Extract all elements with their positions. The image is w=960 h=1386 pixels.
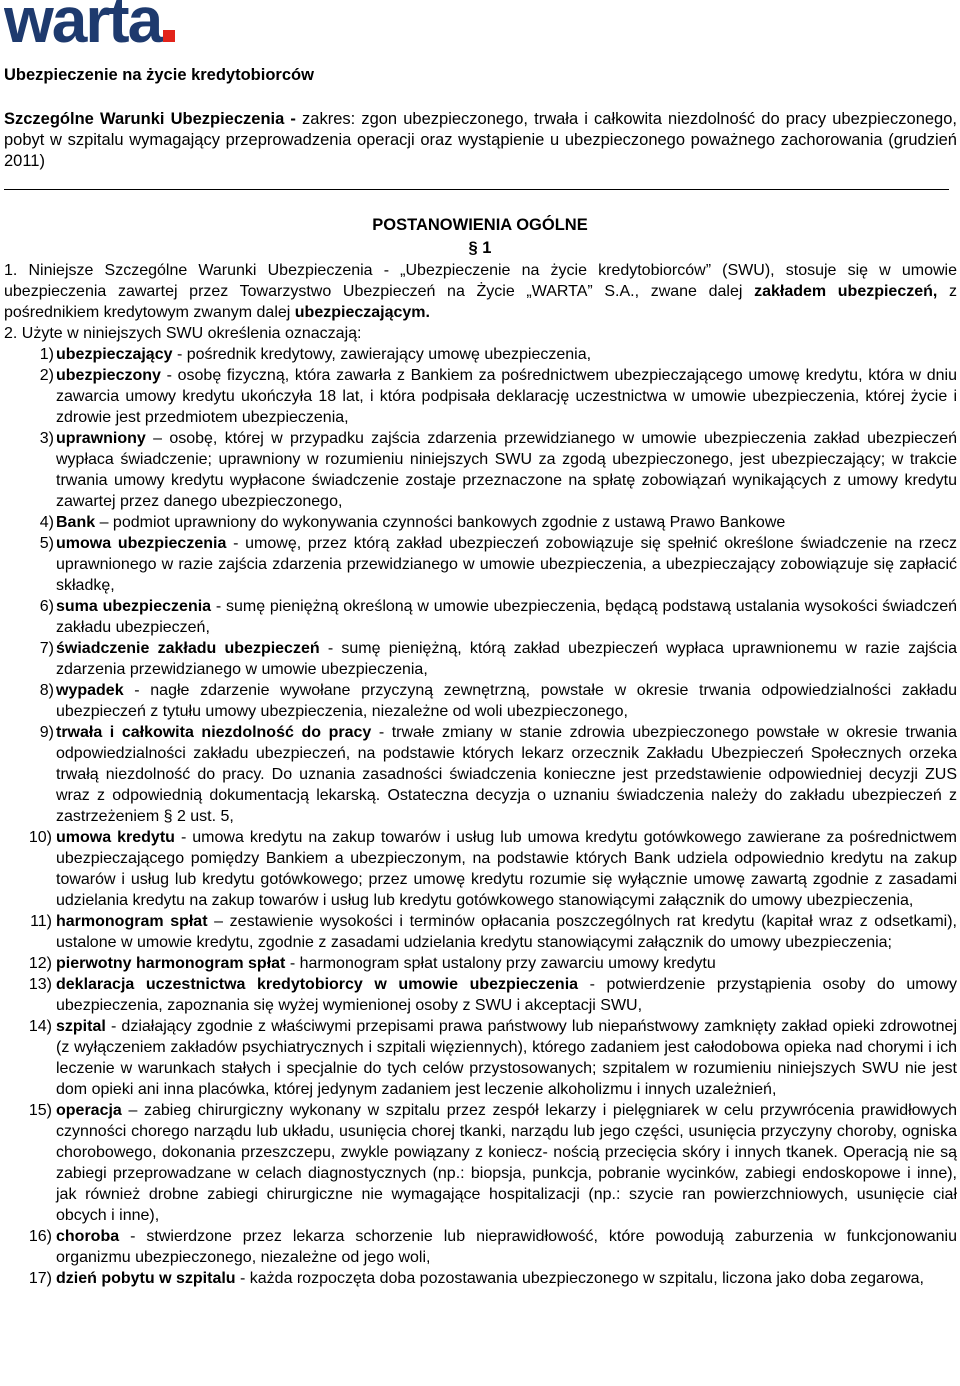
definition-text: - umowę, przez którą zakład ubezpieczeń zobowiązuje się spełnić określone świadczenie na rzecz uprawnionego w razie zajścia zdarzenia przewidzianego w umowie ubezpieczenia, a ubezpieczający zobowiązuje się zapłacić składkę, <box>56 535 957 594</box>
definition-item <box>4 1100 957 1226</box>
section-heading: POSTANOWIENIA OGÓLNE <box>372 216 588 234</box>
definition-number: 14) <box>28 1018 52 1035</box>
definition-item <box>4 596 957 638</box>
definition-term: ubezpieczający <box>56 346 173 363</box>
definition-item <box>4 722 957 827</box>
paragraph-1-text-b: z pośrednikiem kredytowym zwanym dalej <box>4 283 958 321</box>
definition-item <box>4 428 957 512</box>
logo-dot <box>163 30 175 42</box>
definition-number: 1) <box>39 346 54 363</box>
definition-term: Bank <box>56 514 96 531</box>
definition-text: - harmonogram spłat ustalony przy zawarciu umowy kredytu <box>285 955 716 972</box>
definition-term: suma ubezpieczenia <box>56 598 212 615</box>
definitions-list <box>4 344 957 1289</box>
definition-term: wypadek <box>56 682 124 699</box>
definition-text: - nagłe zdarzenie wywołane przyczyną zewnętrzną, powstałe w okresie trwania odpowiedzialności zakładu ubezpieczeń z tytułu umowy ubezpieczenia, niezależne od woli ubezpieczonego, <box>56 682 957 720</box>
definition-term: umowa kredytu <box>56 829 175 846</box>
definition-text: - stwierdzone przez lekarza schorzenie lub nieprawidłowość, które powodują zaburzenia w funkcjonowaniu organizmu ubezpieczonego, niezależne od jego woli, <box>56 1228 957 1266</box>
definition-term: deklaracja uczestnictwa kredytobiorcy w umowie ubezpieczenia <box>56 976 579 993</box>
definition-term: ubezpieczony <box>56 367 161 384</box>
definition-item <box>4 827 957 911</box>
definition-text: - każda rozpoczęta doba pozostawania ubezpieczonego w szpitalu, liczona jako doba zegarowa, <box>235 1270 924 1287</box>
definition-item <box>4 1268 957 1289</box>
definition-item <box>4 680 957 722</box>
definition-item <box>4 365 957 428</box>
definition-item <box>4 512 957 533</box>
definition-term: świadczenie zakładu ubezpieczeń <box>56 640 320 657</box>
definition-item <box>4 1226 957 1268</box>
horizontal-divider <box>4 189 949 190</box>
warta-logo <box>4 0 175 46</box>
definition-item <box>4 1016 957 1100</box>
definition-text: - sumę pieniężną, którą zakład ubezpieczeń wypłaca uprawnionemu w razie zajścia zdarzenia przewidzianego w umowie ubezpieczenia, <box>56 640 958 678</box>
document-subtitle <box>4 109 957 172</box>
definition-number: 4) <box>39 514 54 531</box>
logo-wordmark: warta <box>4 0 162 46</box>
definition-text: - potwierdzenie przystąpienia osoby do umowy ubezpieczenia, zapoznania się wyżej wymienionej osoby z SWU i akceptacji SWU, <box>56 976 958 1014</box>
definition-item <box>4 344 957 365</box>
definition-number: 15) <box>28 1102 52 1119</box>
definition-term: pierwotny harmonogram spłat <box>56 955 286 972</box>
definition-term: dzień pobytu w szpitalu <box>56 1270 236 1287</box>
definition-term: szpital <box>56 1018 106 1035</box>
paragraph-2 <box>4 323 957 344</box>
definition-number: 2) <box>39 367 54 384</box>
definition-item <box>4 638 957 680</box>
definition-term: umowa ubezpieczenia <box>56 535 227 552</box>
paragraph-1-number: 1. <box>4 262 18 279</box>
definition-number: 12) <box>28 955 52 972</box>
definition-term: harmonogram spłat <box>56 913 208 930</box>
definition-term: choroba <box>56 1228 120 1245</box>
subtitle-text: zakres: zgon ubezpieczonego, trwała i całkowita niezdolność do pracy ubezpieczonego, pobyt w szpitalu wymagający przeprowadzenia operacji oraz wystąpienie u ubezpieczonego poważnego zachorowania (grudzień 2011) <box>4 110 957 170</box>
document-body <box>4 260 957 1289</box>
definition-number: 8) <box>39 682 54 699</box>
definition-text: - działający zgodnie z właściwymi przepisami prawa państwowy lub niepaństwowy zamknięty zakład opieki zdrowotnej (z wyłączeniem zakładów psychiatrycznych i szpitali więziennych), którego zadaniem jest całodobowa opieka nad chorymi i ich leczenie w warunkach stałych i specjalnie do tych celów przystosowanych; szpitalem w rozumieniu niniejszych SWU nie jest dom opieki ani inna placówka, której jedynym zadaniem jest leczenie alkoholizmu i innych uzależnień, <box>56 1018 957 1098</box>
definition-term: uprawniony <box>56 430 146 447</box>
definition-text: – podmiot uprawniony do wykonywania czynności bankowych zgodnie z ustawą Prawo Bankowe <box>95 514 786 531</box>
paragraph-2-number: 2. <box>4 325 18 342</box>
document-title: Ubezpieczenie na życie kredytobiorców <box>4 66 314 84</box>
paragraph-1 <box>4 260 957 323</box>
paragraph-1-text-a: Niniejsze Szczególne Warunki Ubezpieczenia - „Ubezpieczenie na życie kredytobiorców” (SWU), stosuje się w umowie ubezpieczenia zawartej przez Towarzystwo Ubezpieczeń na Życie „WARTA” S.A., zwane dalej <box>4 262 957 300</box>
paragraph-1-bold-a: zakładem ubezpieczeń, <box>754 283 938 300</box>
paragraph-2-text: Użyte w niniejszych SWU określenia oznaczają: <box>17 325 362 342</box>
definition-text: – zabieg chirurgiczny wykonany w szpitalu przez zespół lekarzy i pielęgniarek w celu przywrócenia prawidłowych czynności chorego narządu lub układu, usunięcia chorej tkanki, narządu lub jego części, usunięcia przyczyny choroby, ogniska chorobowego, dokonania przeszczepu, zwykle powiązany z koniecz- nością przecięcia skóry i innych tkanek. Operacją nie są zabiegi przeprowadzane w celach diagnostycznych (np.: biopsja, punkcja, pobranie wycinków, zabiegi endoskopowe i inne), jak również drobne zabiegi chirurgiczne nie wymagające hospitalizacji (np.: szycie ran powierzchniowych, usunięcie ciał obcych i inne), <box>56 1102 957 1224</box>
definition-item <box>4 974 957 1016</box>
definition-number: 11) <box>30 913 52 930</box>
definition-number: 5) <box>39 535 54 552</box>
definition-text: – zestawienie wysokości i terminów opłacania poszczególnych rat kredytu (kapitał wraz z odsetkami), ustalone w umowie kredytu, zgodnie z zasadami udzielania kredytu stanowiącymi załącznik do umowy ubezpieczenia; <box>56 913 958 951</box>
definition-number: 3) <box>39 430 54 447</box>
definition-number: 17) <box>28 1270 52 1287</box>
definition-number: 13) <box>28 976 52 993</box>
definition-text: - sumę pieniężną określoną w umowie ubezpieczenia, będącą podstawą ustalania wysokości świadczeń zakładu ubezpieczeń, <box>56 598 958 636</box>
definition-number: 16) <box>28 1228 52 1245</box>
paragraph-1-bold-b: ubezpieczającym. <box>294 304 430 321</box>
subtitle-lead: Szczególne Warunki Ubezpieczenia - <box>4 110 296 128</box>
definition-text: - umowa kredytu na zakup towarów i usług lub umowa kredytu gotówkowego zawierane za pośrednictwem ubezpieczającego pomiędzy Bankiem a ubezpieczonym, na podstawie których Bank udziela odpowiednio kredytu na zakup towarów i usług lub kredytu gotówkowego; przez umowę kredytu rozumie się wyłącznie umowę zawartą zgodnie z zasadami udzielania kredytu na zakup towarów i usług lub kredytu gotówkowego stanowiącymi załącznik do umowy ubezpieczenia, <box>56 829 958 909</box>
definition-item <box>4 953 957 974</box>
definition-number: 9) <box>39 724 54 741</box>
definition-number: 6) <box>39 598 54 615</box>
definition-text: - osobę fizyczną, która zawarła z Bankiem za pośrednictwem ubezpieczającego umowę kredytu, która w dniu zawarcia umowy kredytu ukończyła 18 lat, i która podpisała deklarację uczestnictwa w umowie ubezpieczenia, której życie i zdrowie jest przedmiotem ubezpieczenia, <box>56 367 957 426</box>
definition-text: - trwałe zmiany w stanie zdrowia ubezpieczonego powstałe w okresie trwania odpowiedzialności zakładu ubezpieczeń, na podstawie których lekarz orzecznik Zakładu Ubezpieczeń Społecznych orzeka trwałą niezdolność do pracy. Do uznania zasadności świadczenia konieczne jest przedstawienie odpowiedniej decyzji ZUS wraz z odpowiednią dokumentacją lekarską. Ostateczna decyzja o uznaniu świadczenia należy do zakładu ubezpieczeń z zastrzeżeniem § 2 ust. 5, <box>56 724 957 825</box>
definition-item <box>4 911 957 953</box>
definition-item <box>4 533 957 596</box>
definition-text: - pośrednik kredytowy, zawierający umowę ubezpieczenia, <box>172 346 592 363</box>
definition-number: 7) <box>39 640 54 657</box>
paragraph-mark: § 1 <box>468 239 492 257</box>
definition-term: trwała i całkowita niezdolność do pracy <box>56 724 372 741</box>
definition-number: 10) <box>28 829 52 846</box>
definition-text: – osobę, której w przypadku zajścia zdarzenia przewidzianego w umowie ubezpieczenia zakład ubezpieczeń wypłaca świadczenie; uprawniony w rozumieniu niniejszych SWU za zgodą ubezpieczonego, jest ubezpieczający; w trakcie trwania umowy kredytu wypłacone świadczenie zostaje przeznaczone na spłatę zobowiązań wynikających z umowy kredytu zawartej przez danego ubezpieczonego, <box>56 430 957 510</box>
definition-term: operacja <box>56 1102 122 1119</box>
